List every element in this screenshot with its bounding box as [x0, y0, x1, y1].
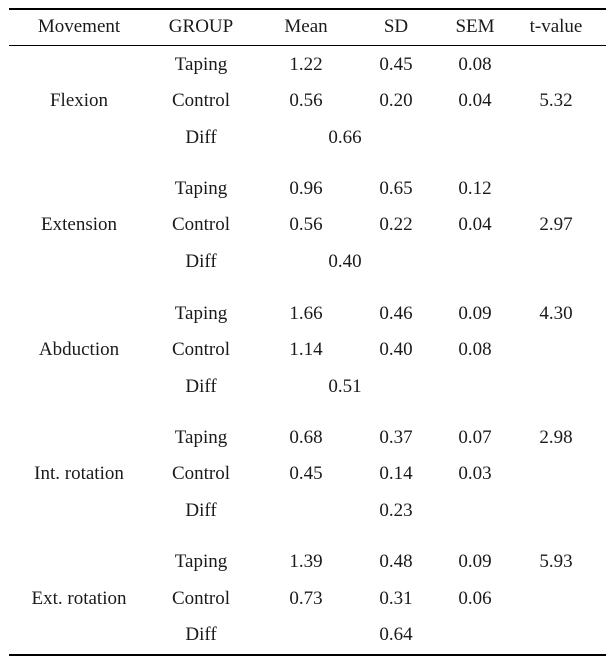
diff-value: 0.40 [328, 251, 362, 272]
sd-value: 0.22 [379, 214, 413, 235]
mean-value: 0.96 [289, 178, 323, 199]
header-t-value: t-value [529, 16, 583, 37]
movement-label: Ext. rotation [31, 588, 127, 609]
group-label: Taping [174, 54, 228, 75]
group-label: Taping [174, 427, 228, 448]
sd-value: 0.14 [379, 463, 413, 484]
sem-value: 0.03 [458, 463, 492, 484]
header-sd: SD [383, 16, 409, 37]
group-label: Control [171, 90, 231, 111]
group-label: Taping [174, 178, 228, 199]
group-label: Control [171, 463, 231, 484]
diff-value: 0.66 [328, 127, 362, 148]
t-value: 4.30 [539, 303, 573, 324]
header-rule [9, 45, 606, 46]
sem-value: 0.07 [458, 427, 492, 448]
sd-value: 0.20 [379, 90, 413, 111]
mean-value: 1.22 [289, 54, 323, 75]
mean-value: 0.56 [289, 214, 323, 235]
movement-label: Flexion [49, 90, 109, 111]
group-label: Control [171, 588, 231, 609]
header-mean: Mean [284, 16, 328, 37]
t-value: 2.98 [539, 427, 573, 448]
sem-value: 0.06 [458, 588, 492, 609]
mean-value: 1.39 [289, 551, 323, 572]
sd-value: 0.31 [379, 588, 413, 609]
sem-value: 0.04 [458, 214, 492, 235]
group-label: Control [171, 214, 231, 235]
group-label: Diff [185, 624, 217, 645]
mean-value: 0.68 [289, 427, 323, 448]
movement-label: Abduction [38, 339, 120, 360]
diff-value: 0.64 [379, 624, 413, 645]
sem-value: 0.08 [458, 54, 492, 75]
sd-value: 0.45 [379, 54, 413, 75]
t-value: 5.93 [539, 551, 573, 572]
sem-value: 0.09 [458, 551, 492, 572]
sem-value: 0.04 [458, 90, 492, 111]
group-label: Control [171, 339, 231, 360]
mean-value: 1.66 [289, 303, 323, 324]
movement-label: Int. rotation [34, 463, 124, 484]
sd-value: 0.65 [379, 178, 413, 199]
mean-value: 0.45 [289, 463, 323, 484]
header-movement: Movement [37, 16, 121, 37]
t-value: 2.97 [539, 214, 573, 235]
mean-value: 0.56 [289, 90, 323, 111]
table-bottom-rule [9, 654, 606, 656]
sd-value: 0.48 [379, 551, 413, 572]
group-label: Diff [185, 500, 217, 521]
sd-value: 0.37 [379, 427, 413, 448]
header-group: GROUP [168, 16, 234, 37]
diff-value: 0.51 [328, 376, 362, 397]
t-value: 5.32 [539, 90, 573, 111]
sem-value: 0.08 [458, 339, 492, 360]
sd-value: 0.40 [379, 339, 413, 360]
table-top-rule [9, 8, 606, 10]
diff-value: 0.23 [379, 500, 413, 521]
group-label: Diff [185, 251, 217, 272]
group-label: Taping [174, 303, 228, 324]
header-sem: SEM [455, 16, 495, 37]
group-label: Taping [174, 551, 228, 572]
group-label: Diff [185, 127, 217, 148]
group-label: Diff [185, 376, 217, 397]
sd-value: 0.46 [379, 303, 413, 324]
movement-label: Extension [41, 214, 117, 235]
mean-value: 0.73 [289, 588, 323, 609]
sem-value: 0.12 [458, 178, 492, 199]
mean-value: 1.14 [289, 339, 323, 360]
sem-value: 0.09 [458, 303, 492, 324]
